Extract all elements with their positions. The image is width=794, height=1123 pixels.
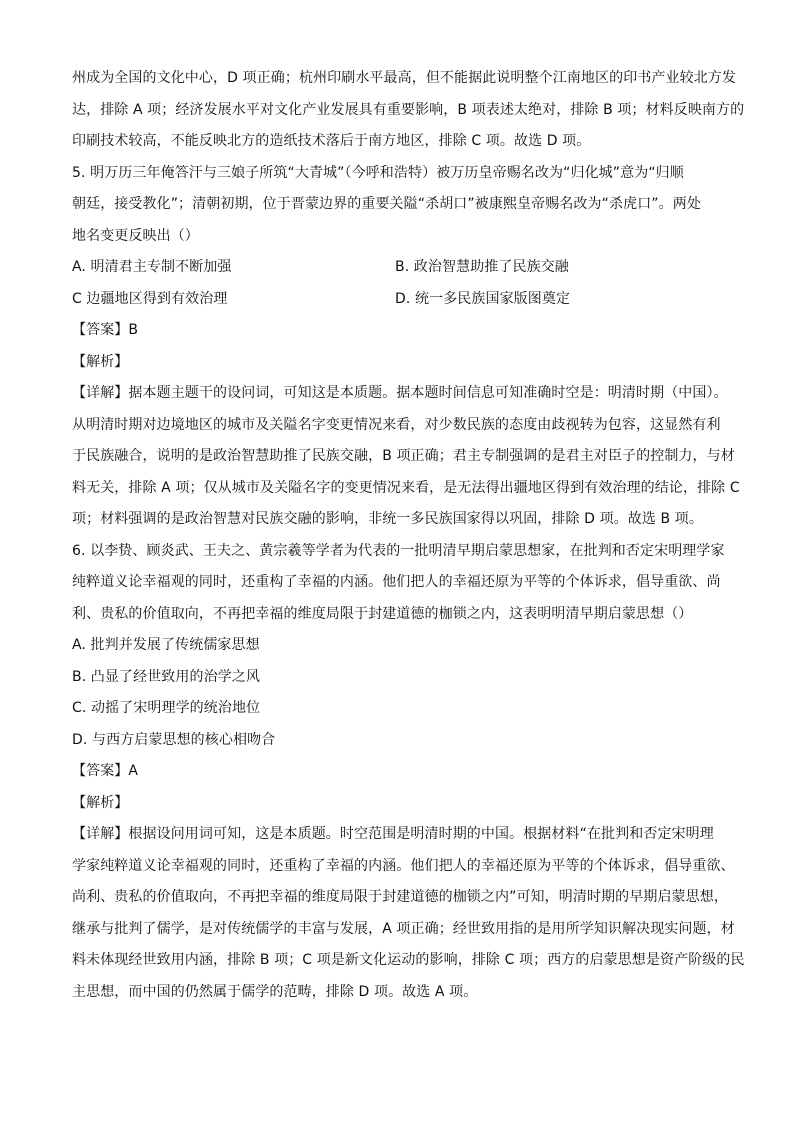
option-a: A. 批判并发展了传统儒家思想: [72, 637, 260, 653]
previous-analysis: [72, 63, 745, 158]
analysis-line: 学家纯粹道义论幸福观的同时，还重构了幸福的内涵。他们把人的幸福还原为平等的个体诉求，倡导重欲、: [72, 857, 735, 874]
option-b: B. 政治智慧助推了民族交融: [395, 259, 569, 275]
analysis-line: 【详解】根据设问用词可知，这是本质题。时空范围是明清时期的中国。根据材料“在批判和否定宋明理: [72, 826, 714, 842]
analysis-heading: 【解析】: [72, 353, 129, 370]
analysis-line: 尚利、贵私的价值取向，不再把幸福的维度局限于封建道德的枷锁之内”可知，明清时期的早期启蒙思想，: [72, 889, 728, 905]
option-c: C 边疆地区得到有效治理: [72, 290, 228, 307]
answer: 【答案】A: [72, 763, 139, 779]
question-stem-line: 6. 以李贽、顾炎武、王夫之、黄宗羲等学者为代表的一批明清早期启蒙思想家，在批判和否定宋明理学家: [72, 542, 725, 559]
analysis-line: 项；材料强调的是政治智慧对民族交融的影响，非统一多民族国家得以巩固，排除 D 项。故选 B 项。: [72, 511, 703, 527]
question-stem-line: 5. 明万历三年俺答汗与三娘子所筑“大青城”（今呼和浩特）被万历皇帝赐名改为“归化城”意为“归顺: [72, 164, 684, 181]
answer: 【答案】B: [72, 322, 139, 338]
question-5: [72, 158, 740, 536]
analysis-line: 于民族融合，说明的是政治智慧助推了民族交融，B 项正确；君主专制强调的是君主对臣子的控制力，与材: [72, 448, 735, 464]
analysis-heading: 【解析】: [72, 794, 129, 811]
analysis-line: 【详解】据本题主题干的设问词，可知这是本质题。据本题时间信息可知准确时空是：明清时期（中国）。: [72, 385, 728, 401]
question-6: [72, 536, 745, 1009]
text-line: 印刷技术较高，不能反映北方的造纸技术落后于南方地区，排除 C 项。故选 D 项。: [72, 133, 591, 149]
question-stem-line: 地名变更反映出（）: [72, 227, 199, 244]
options-row: [72, 284, 732, 316]
option-d: D. 统一多民族国家版图奠定: [395, 290, 571, 307]
analysis-line: 从明清时期对边境地区的城市及关隘名字变更情况来看，对少数民族的态度由歧视转为包容，这显然有利: [72, 416, 721, 433]
document-page: [72, 63, 745, 1008]
text-line: 州成为全国的文化中心，D 项正确；杭州印刷水平最高，但不能据此说明整个江南地区的印书产业较北方发: [72, 70, 737, 86]
analysis-line: 料无关，排除 A 项；仅从城市及关隘名字的变更情况来看，是无法得出疆地区得到有效治理的结论，排除 C: [72, 479, 740, 496]
analysis-line: 主思想，而中国的仍然属于儒学的范畴，排除 D 项。故选 A 项。: [72, 983, 478, 1000]
analysis-line: 料未体现经世致用内涵，排除 B 项；C 项是新文化运动的影响，排除 C 项；西方的启蒙思想是资产阶级的民: [72, 952, 745, 968]
option-d: D. 与西方启蒙思想的核心相吻合: [72, 731, 276, 748]
text-line: 达，排除 A 项；经济发展水平对文化产业发展具有重要影响，B 项表述太绝对，排除 B 项；材料反映南方的: [72, 101, 745, 118]
analysis-line: 继承与批判了儒学，是对传统儒学的丰富与发展，A 项正确；经世致用指的是用所学知识解决现实问题，材: [72, 920, 735, 937]
option-a: A. 明清君主专制不断加强: [72, 259, 232, 275]
question-stem-line: 朝廷，接受教化”；清朝初期，位于晋蒙边界的重要关隘“杀胡口”被康熙皇帝赐名改为“杀虎口”。两处: [72, 196, 701, 212]
question-stem-line: 纯粹道义论幸福观的同时，还重构了幸福的内涵。他们把人的幸福还原为平等的个体诉求，倡导重欲、尚: [72, 574, 721, 590]
question-stem-line: 利、贵私的价值取向，不再把幸福的维度局限于封建道德的枷锁之内，这表明明清早期启蒙思想（）: [72, 605, 693, 622]
option-c: C. 动摇了宋明理学的统治地位: [72, 700, 261, 716]
option-b: B. 凸显了经世致用的治学之风: [72, 668, 261, 685]
options-row: [72, 252, 732, 284]
